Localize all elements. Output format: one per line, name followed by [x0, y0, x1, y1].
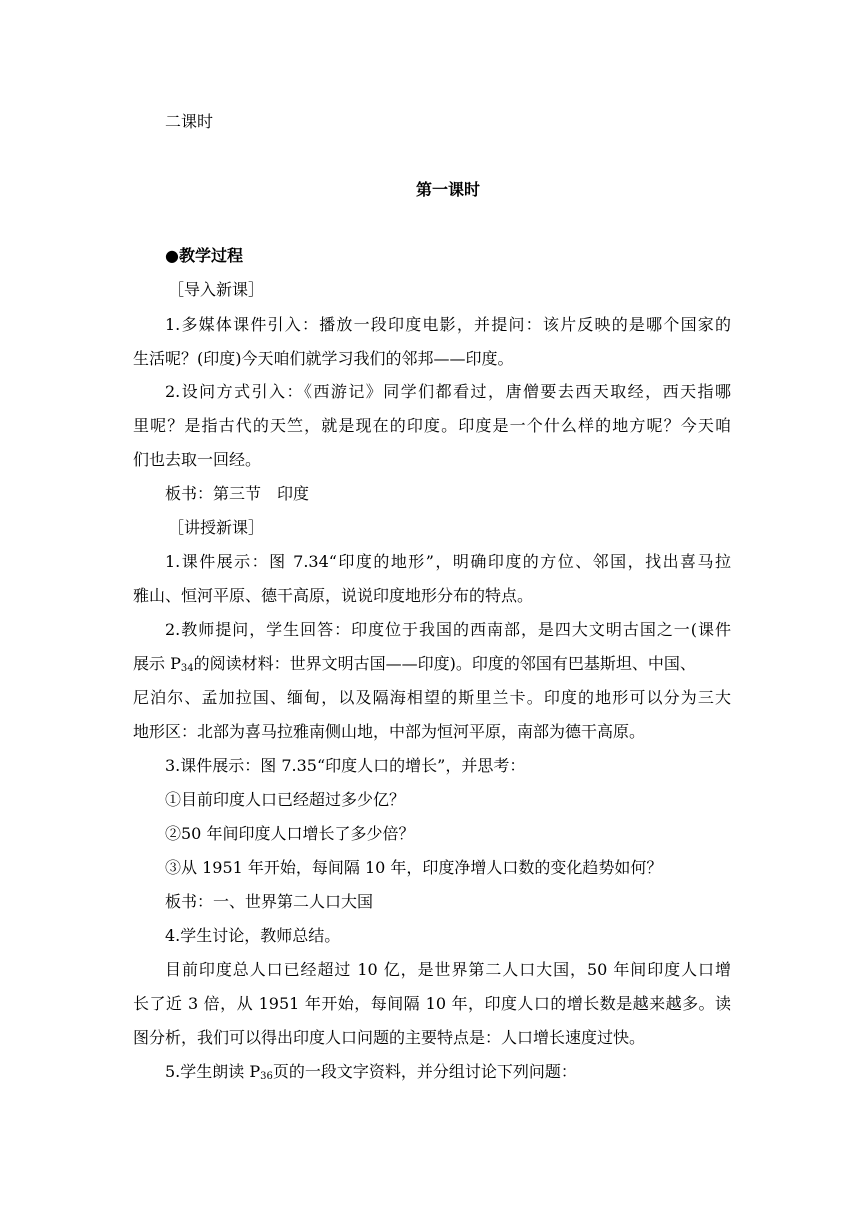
intro1-line2: 生活呢？(印度)今天咱们就学习我们的邻邦——印度。 [133, 349, 514, 368]
board-note-1: 板书：第三节 印度 [165, 484, 310, 503]
teach4-line: 4.学生讨论，教师总结。 [165, 926, 341, 945]
teach2-line3: 尼泊尔、孟加拉国、缅甸，以及隔海相望的斯里兰卡。印度的地形可以分为三大 [133, 688, 731, 707]
intro2-line1: 2.设问方式引入：《西游记》同学们都看过，唐僧要去西天取经，西天指哪 [165, 382, 731, 401]
intro2-line2: 里呢？是指古代的天竺，就是现在的印度。印度是一个什么样的地方呢？今天咱 [133, 416, 731, 435]
teach5-line: 5.学生朗读 $P_{36}$页的一段文字资料，并分组讨论下列问题： [165, 1062, 577, 1082]
question-2: ②50 年间印度人口增长了多少倍？ [165, 824, 415, 843]
section-title: 第一课时 [415, 180, 480, 199]
board-note-2: 板书：一、世界第二人口大国 [165, 892, 374, 911]
teach3-line: 3.课件展示：图 7.35“印度人口的增长”，并思考： [165, 756, 526, 775]
summary-line2: 长了近 3 倍，从 1951 年开始，每间隔 10 年，印度人口的增长数是越来越多。读 [133, 994, 731, 1013]
teach2-line2: 展示 $P_{34}$的阅读材料：世界文明古国——印度)。印度的邻国有巴基斯坦、中国、 [133, 654, 696, 674]
process-heading: ●教学过程 [165, 246, 243, 265]
page-ref-subscript: 34 [180, 663, 194, 674]
teach2-line4: 地形区：北部为喜马拉雅南侧山地，中部为恒河平原，南部为德干高原。 [133, 722, 646, 741]
question-1: ①目前印度人口已经超过多少亿？ [165, 790, 406, 809]
teach2-line1: 2.教师提问，学生回答：印度位于我国的西南部，是四大文明古国之一(课件 [165, 620, 731, 639]
intro-bracket-heading: ［导入新课］ [168, 280, 265, 299]
intro1-line1: 1.多媒体课件引入：播放一段印度电影，并提问：该片反映的是哪个国家的 [165, 315, 731, 334]
page-ref-subscript-2: 36 [260, 1071, 273, 1082]
summary-line3: 图分析，我们可以得出印度人口问题的主要特点是：人口增长速度过快。 [133, 1028, 646, 1047]
teach1-line2: 雅山、恒河平原、德干高原，说说印度地形分布的特点。 [133, 586, 534, 605]
intro2-line3: 们也去取一回经。 [133, 450, 262, 469]
question-3: ③从 1951 年开始，每间隔 10 年，印度净增人口数的变化趋势如何？ [165, 858, 663, 877]
summary-line1: 目前印度总人口已经超过 10 亿，是世界第二人口大国，50 年间印度人口增 [165, 960, 731, 979]
teach1-line1: 1.课件展示：图 7.34“印度的地形”，明确印度的方位、邻国，找出喜马拉 [165, 552, 731, 571]
lesson-note: 二课时 [165, 112, 214, 131]
teach-bracket-heading: ［讲授新课］ [168, 518, 265, 537]
